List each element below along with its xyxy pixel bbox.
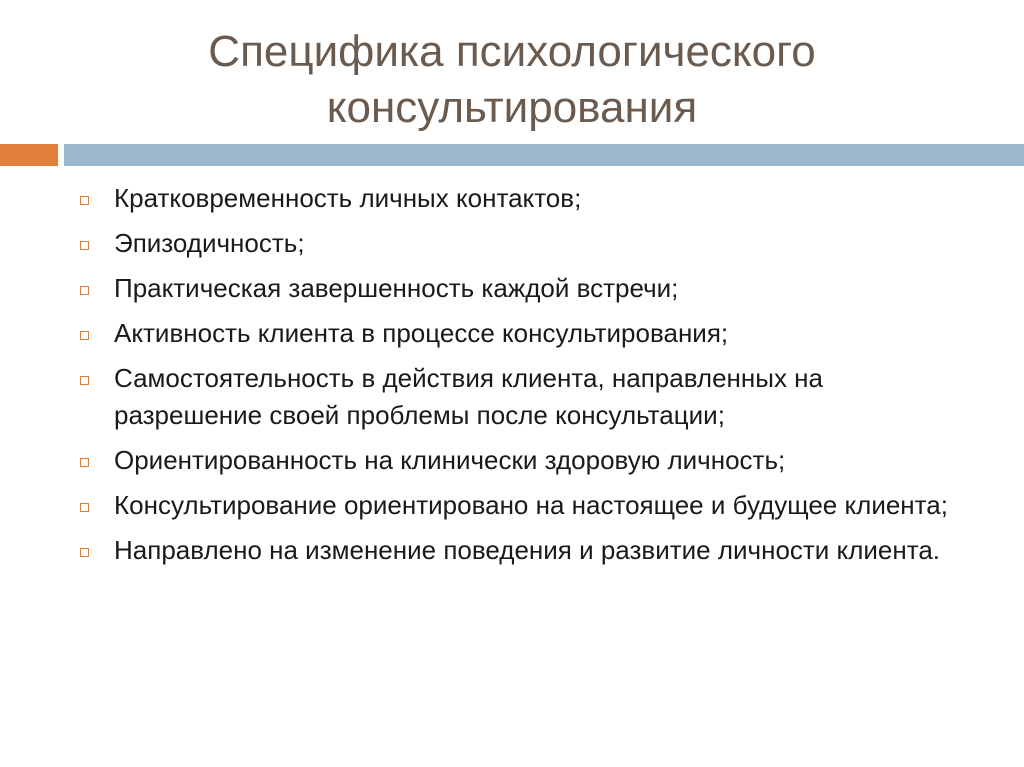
bullet-item: [78, 360, 978, 434]
slide-title: [80, 24, 944, 136]
square-bullet-icon: [80, 376, 89, 385]
square-bullet-icon: [80, 331, 89, 340]
square-bullet-icon: [80, 548, 89, 557]
title-line-2: консультирования: [326, 83, 698, 132]
accent-bar-blue: [64, 144, 1024, 166]
square-bullet-icon: [80, 241, 89, 250]
bullet-item: [78, 442, 978, 479]
title-line-1: Специфика психологического: [208, 27, 816, 76]
bullet-item: [78, 180, 978, 217]
bullet-item: [78, 487, 978, 524]
bullet-list: [78, 180, 978, 577]
bullet-text: Эпизодичность;: [114, 228, 305, 258]
bullet-item: [78, 315, 978, 352]
bullet-text: Практическая завершенность каждой встречи;: [114, 273, 679, 303]
square-bullet-icon: [80, 503, 89, 512]
bullet-item: [78, 225, 978, 262]
bullet-text: Активность клиента в процессе консультирования;: [114, 318, 729, 348]
square-bullet-icon: [80, 196, 89, 205]
bullet-text: Консультирование ориентировано на настоящее и будущее клиента;: [114, 490, 948, 520]
square-bullet-icon: [80, 458, 89, 467]
bullet-item: [78, 270, 978, 307]
bullet-text: Самостоятельность в действия клиента, направленных на разрешение своей проблемы после консультации;: [114, 363, 823, 430]
bullet-text: Направлено на изменение поведения и развитие личности клиента.: [114, 535, 941, 565]
bullet-item: [78, 532, 978, 569]
bullet-text: Кратковременность личных контактов;: [114, 183, 582, 213]
bullet-text: Ориентированность на клинически здоровую личность;: [114, 445, 786, 475]
accent-bar-orange: [0, 144, 58, 166]
square-bullet-icon: [80, 286, 89, 295]
